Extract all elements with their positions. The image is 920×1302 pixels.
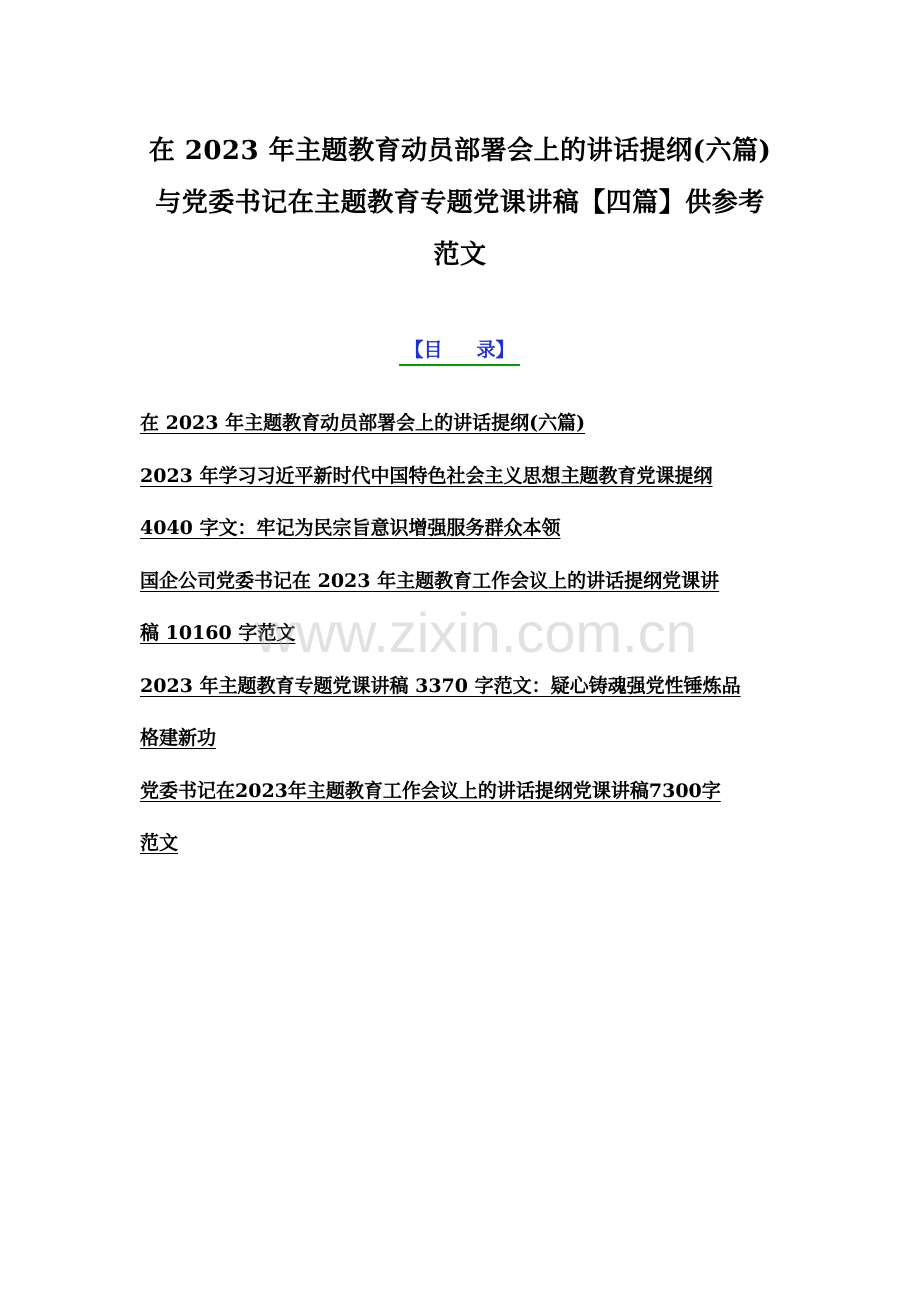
toc-link-3-line-2: 稿 10160 字范文 — [140, 622, 296, 644]
toc-link-1[interactable] — [140, 397, 782, 450]
toc-link-2-line-1: 2023 年学习习近平新时代中国特色社会主义思想主题教育党课提纲 — [140, 464, 713, 487]
title-line-2: 与党委书记在主题教育专题党课讲稿【四篇】供参考 — [155, 188, 765, 218]
watermark: www.zixin.com.cn — [255, 601, 697, 664]
toc-link-4-line-2: 格建新功 — [140, 727, 217, 749]
title-line-3: 范文 — [433, 240, 487, 270]
toc-heading — [399, 338, 520, 366]
title-line-1: 在 2023 年主题教育动员部署会上的讲话提纲(六篇) — [148, 136, 772, 166]
document-title — [130, 125, 790, 281]
toc-link-5-line-1: 党委书记在2023年主题教育工作会议上的讲话提纲党课讲稿7300字 — [140, 779, 721, 802]
toc-link-3-line-1: 国企公司党委书记在 2023 年主题教育工作会议上的讲话提纲党课讲 — [140, 569, 720, 592]
toc-link-2[interactable] — [140, 450, 782, 555]
toc-link-1-line-1: 在 2023 年主题教育动员部署会上的讲话提纲(六篇) — [140, 412, 586, 434]
toc-heading-left: 【目 — [404, 339, 443, 361]
toc-link-3[interactable] — [140, 555, 782, 660]
toc-link-4[interactable] — [140, 660, 782, 765]
table-of-contents — [140, 397, 782, 870]
toc-link-2-line-2: 4040 字文：牢记为民宗旨意识增强服务群众本领 — [140, 517, 561, 539]
toc-link-5[interactable] — [140, 765, 782, 870]
toc-link-5-line-2: 范文 — [140, 832, 179, 854]
toc-link-4-line-1: 2023 年主题教育专题党课讲稿 3370 字范文：疑心铸魂强党性锤炼品 — [140, 674, 741, 697]
toc-heading-right: 录】 — [476, 339, 515, 361]
